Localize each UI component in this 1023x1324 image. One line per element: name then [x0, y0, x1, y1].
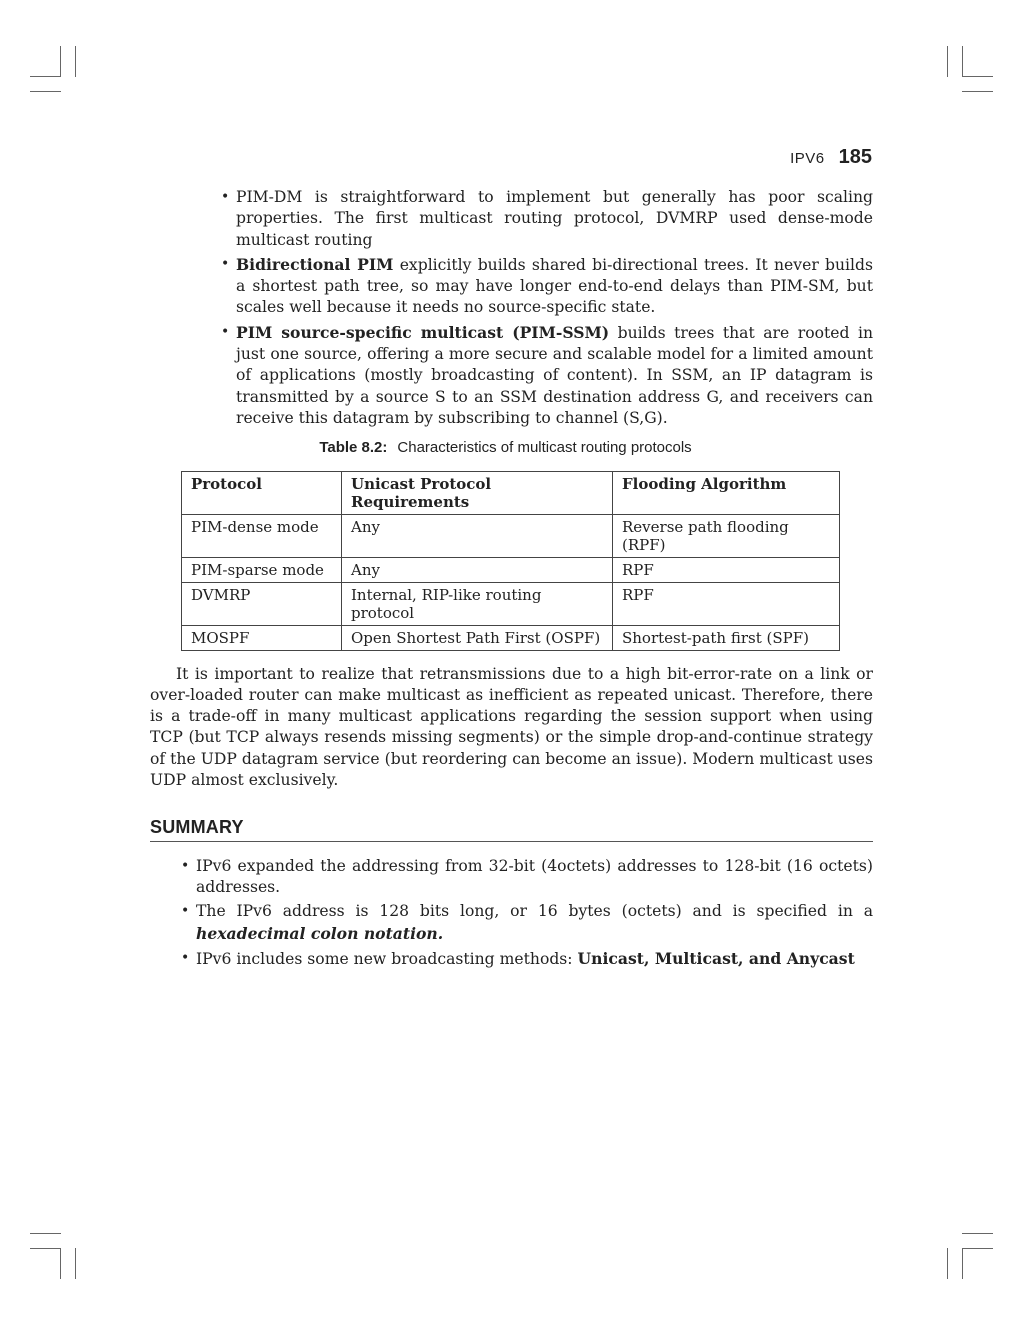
crop-mark [947, 1248, 948, 1279]
list-item [181, 901, 873, 945]
crop-mark [30, 1248, 61, 1249]
table-row [182, 557, 840, 582]
running-title: IPV6 [790, 150, 825, 167]
bullet-text: IPv6 includes some new broadcasting methods: [196, 949, 578, 968]
table-cell: PIM-dense mode [182, 514, 342, 557]
list-item [221, 254, 874, 319]
column-header: Flooding Algorithm [613, 471, 840, 514]
crop-mark [60, 46, 61, 77]
bullet-icon: • [181, 903, 190, 920]
summary-bullet-list [181, 856, 873, 970]
pim-bullet-list [221, 187, 874, 429]
list-item [181, 948, 873, 970]
bullet-term: Unicast, Multicast, and Anycast [577, 948, 855, 968]
crop-mark [962, 1248, 993, 1249]
list-item [181, 856, 873, 899]
crop-mark [962, 46, 963, 77]
bullet-icon: • [181, 949, 190, 966]
crop-mark [75, 46, 76, 77]
bullet-text: IPv6 expanded the addressing from 32-bit (4octets) addresses to 128-bit (16 octets) addresses. [196, 856, 873, 896]
page-number: 185 [838, 146, 872, 168]
table-cell: MOSPF [182, 625, 342, 650]
crop-mark [962, 76, 993, 77]
crop-mark [962, 91, 993, 92]
table-cell: Shortest-path first (SPF) [613, 625, 840, 650]
bullet-icon: • [221, 189, 230, 205]
table-caption-label: Table 8.2: [319, 439, 388, 457]
section-heading-summary: SUMMARY [150, 817, 873, 841]
table-cell: Any [342, 557, 613, 582]
bullet-icon: • [221, 323, 230, 340]
crop-mark [962, 1248, 963, 1279]
crop-mark [947, 46, 948, 77]
bullet-term: Bidirectional PIM [236, 254, 394, 274]
bullet-icon: • [221, 255, 230, 272]
list-item [221, 322, 873, 429]
table-cell: Any [342, 514, 613, 557]
bullet-text: PIM-DM is straightforward to implement but generally has poor scaling properties. The first multicast routing protocol, DVMRP used dense-mode multicast routing [236, 188, 873, 249]
crop-mark [30, 91, 61, 92]
crop-mark [30, 76, 61, 77]
list-item [221, 187, 873, 251]
running-head [790, 146, 872, 169]
table-cell: Open Shortest Path First (OSPF) [342, 625, 613, 650]
table-row [182, 625, 840, 650]
bullet-icon: • [181, 857, 190, 874]
table-cell: Internal, RIP-like routing protocol [342, 582, 613, 625]
body-paragraph: It is important to realize that retransmissions due to a high bit-error-rate on a link or over-loaded router can make multicast as inefficient as repeated unicast. Therefore, there is a trade-off in many multicast applications regarding the session support when using TCP (but TCP always resends missing segments) or the simple drop-and-continue strategy of the UDP datagram service (but reordering can become an issue). Modern multicast uses UDP almost exclusively. [150, 664, 873, 790]
bullet-text: explicitly builds shared bi-directional trees. It never builds a shortest path tree, so may have longer end-to-end delays than PIM-SM, but scales well because it needs no source-specific state. [236, 255, 874, 317]
table-caption-text: Characteristics of multicast routing protocols [397, 439, 692, 457]
table-cell: PIM-sparse mode [182, 557, 342, 582]
table-cell: Reverse path flooding (RPF) [613, 514, 840, 557]
table-row [182, 514, 840, 557]
multicast-protocol-table [181, 471, 840, 651]
table-cell: RPF [613, 557, 840, 582]
bullet-term: PIM source-specific multicast (PIM-SSM) [236, 322, 610, 342]
page-content [150, 187, 873, 973]
table-cell: RPF [613, 582, 840, 625]
table-caption [150, 437, 873, 458]
bullet-text: The IPv6 address is 128 bits long, or 16 bytes (octets) and is specified in a [196, 902, 873, 921]
crop-mark [962, 1233, 993, 1234]
column-header: Unicast Protocol Requirements [342, 471, 613, 514]
table-header-row [182, 471, 840, 514]
column-header: Protocol [182, 471, 342, 514]
table-cell: DVMRP [182, 582, 342, 625]
crop-mark [60, 1248, 61, 1279]
bullet-text: builds trees that are rooted in just one source, offering a more secure and scalable model for a limited amount of applications (mostly broadcasting of content). In SSM, an IP datagram is transmitted by a source S to an SSM destination address G, and receivers can receive this datagram by subscribing to channel (S,G). [236, 323, 873, 427]
crop-mark [75, 1248, 76, 1279]
bullet-emphasis: hexadecimal colon notation. [196, 923, 444, 943]
crop-mark [30, 1233, 61, 1234]
table-row [182, 582, 840, 625]
